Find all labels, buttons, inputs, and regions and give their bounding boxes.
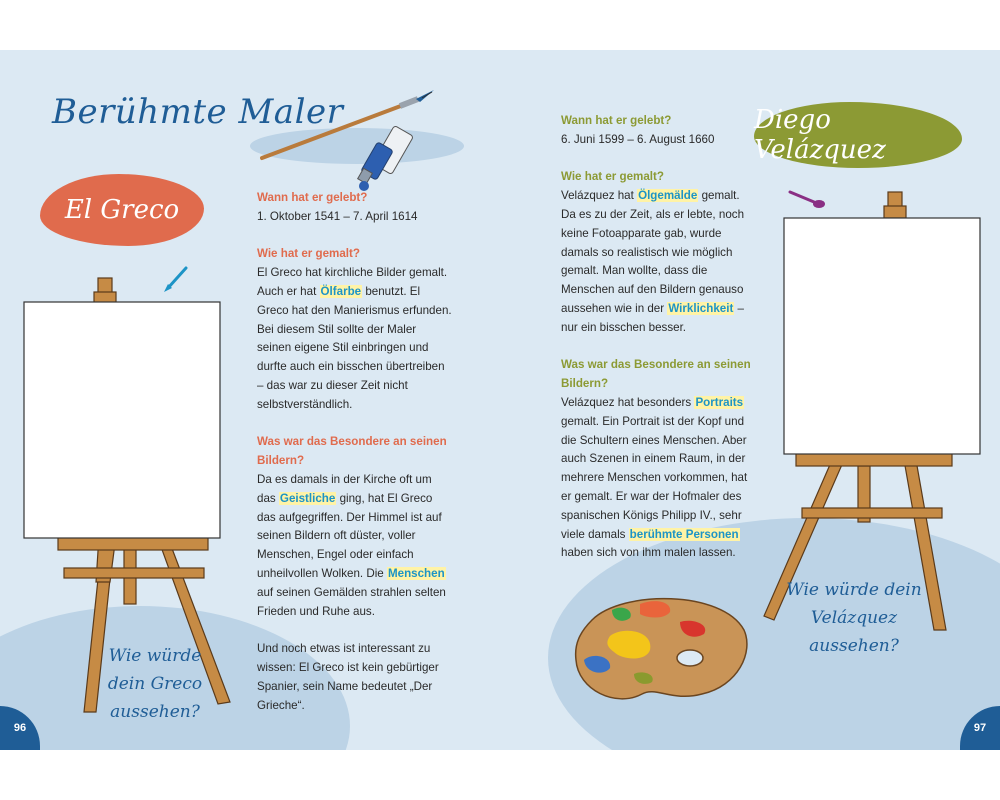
question-lived: Wann hat er gelebt?	[561, 114, 672, 127]
velazquez-drawing-prompt: Wie würde dein Velázquez aussehen?	[786, 580, 922, 656]
extra-fact: Und noch etwas ist interessant zu wissen: El Greco ist kein gebürtiger Spanier, sein Name bedeutet „Der Grieche“.	[257, 642, 439, 712]
highlight-term: Menschen	[387, 566, 445, 580]
painted-section	[257, 245, 452, 414]
answer-special-text: Velázquez hat besonders	[561, 395, 695, 409]
answer-special-text: gemalt. Ein Portrait ist der Kopf und die Schultern eines Menschen. Aber auch Szenen in einem Raum, in der mehrere Menschen vorkommen, hat er gemalt. Er war der Hofmaler des spanischen Königs Philipp IV., sehr viele damals	[561, 414, 748, 541]
highlight-term: Portraits	[695, 395, 744, 409]
highlight-term: Ölgemälde	[638, 189, 698, 203]
answer-lived: 6. Juni 1599 – 6. August 1660	[561, 132, 715, 146]
answer-special-text: auf seinen Gemälden strahlen selten Frieden und Ruhe aus.	[257, 585, 446, 618]
el-greco-text-column	[257, 189, 452, 734]
brush-and-paint-tube-illustration	[258, 86, 448, 196]
painted-section	[561, 168, 756, 337]
highlight-term: Ölfarbe	[320, 284, 362, 298]
page-title: Berühmte Maler	[52, 92, 344, 132]
special-section	[257, 433, 452, 621]
greco-drawing-prompt: Wie würde dein Greco aussehen?	[107, 646, 203, 722]
answer-special-text: Da es damals in der Kirche oft um das	[257, 472, 432, 505]
question-painted: Wie hat er gemalt?	[561, 170, 664, 184]
highlight-term: Geistliche	[279, 491, 336, 505]
velazquez-name-badge: Diego Velázquez	[754, 102, 962, 168]
easel-right-illustration	[762, 190, 982, 636]
answer-special-text: haben sich von ihm malen lassen.	[561, 546, 736, 560]
answer-painted-text: – nur ein bisschen besser.	[561, 301, 744, 334]
question-painted: Wie hat er gemalt?	[257, 247, 360, 261]
answer-painted-text: El Greco hat kirchliche Bilder gemalt. Auch er hat	[257, 266, 448, 298]
answer-painted-text: benutzt. El Greco hat den Manierismus erfunden. Bei diesem Stil sollte der Maler seinen eigene Stil einbringen und durfte auch ein bisschen übertreiben – das war zu dieser Zeit nicht selbstverständlich.	[257, 284, 452, 411]
el-greco-name-badge: El Greco	[40, 174, 204, 246]
question-lived: Wann hat er gelebt?	[257, 191, 368, 204]
lived-section	[257, 189, 452, 227]
question-special: Was war das Besondere an seinen Bildern?	[257, 435, 447, 468]
question-special: Was war das Besondere an seinen Bildern?	[561, 358, 751, 391]
velazquez-text-column	[561, 112, 756, 582]
answer-painted-text: Velázquez hat	[561, 189, 638, 203]
lived-section	[561, 112, 756, 150]
special-section	[561, 356, 756, 563]
highlight-term: Wirklichkeit	[668, 301, 734, 315]
answer-painted-text: gemalt. Da es zu der Zeit, als er lebte, noch keine Fotoapparate gab, wurde damals so realistisch wie möglich gemalt. Man wollte, dass die Menschen auf den Bildern genauso aussehen wie in der	[561, 189, 745, 315]
book-spread	[0, 50, 1000, 750]
page-number-right: 97	[960, 706, 1000, 750]
answer-special-text: ging, hat El Greco das aufgegriffen. Der Himmel ist auf seinen Bildern oft düster, voller Menschen, Engel oder einfach unheilvollen Wolken. Die	[257, 491, 442, 580]
page-number-left: 96	[0, 706, 40, 750]
paint-palette-illustration	[572, 590, 752, 710]
highlight-term: berühmte Personen	[629, 527, 739, 541]
answer-lived: 1. Oktober 1541 – 7. April 1614	[257, 209, 418, 223]
